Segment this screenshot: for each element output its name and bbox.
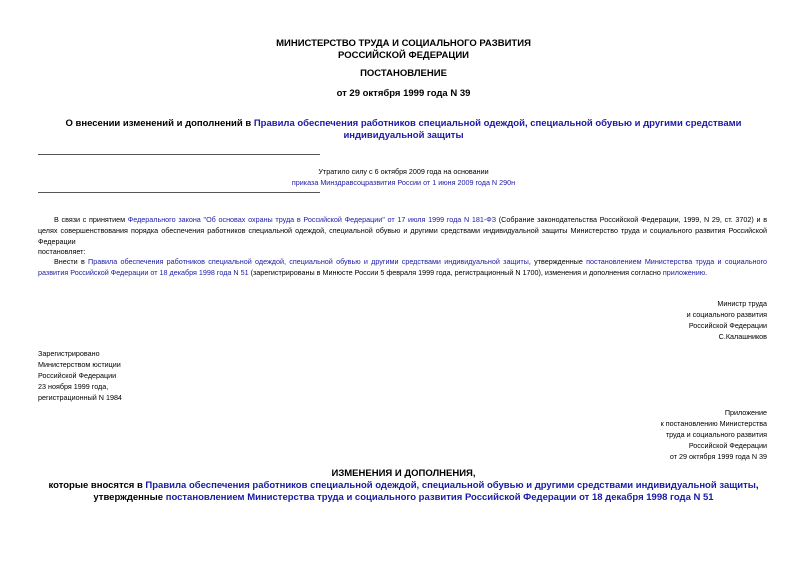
p1-text-b: (Собрание законодательства Российской Федерации, 1999, N 29, ст. 3702) и в целях совершенствования порядка обеспечения работников специальной одеждой, специальной обувью и другими средствами индивидуальной защиты Министерство труда и социального развития Российской Федерации xyxy=(38,215,768,246)
p2-text-d: . xyxy=(705,268,708,277)
appendix-line-2: к постановлению Министерства xyxy=(660,419,767,428)
registration-line-1: Зарегистрировано xyxy=(38,349,100,358)
registration-line-2: Министерством юстиции xyxy=(38,360,121,369)
signature-line-1: Министр труда xyxy=(717,299,767,308)
signature-line-3: Российской Федерации xyxy=(688,321,767,330)
resolution-link[interactable]: постановлением Министерства труда и социального развития Российской Федерации от 18 декабря 1998 года N 51 xyxy=(38,257,767,277)
p1-text-a: В связи с принятием xyxy=(54,215,128,224)
doc-title xyxy=(40,118,767,142)
paragraph-2 xyxy=(38,256,767,278)
title-prefix: О внесении изменений и дополнений в xyxy=(65,118,254,129)
signature-line-4: С.Калашников xyxy=(718,332,767,341)
ministry-line-2: РОССИЙСКОЙ ФЕДЕРАЦИИ xyxy=(337,50,469,61)
appendix-line-5: от 29 октября 1999 года N 39 xyxy=(669,452,767,461)
notice-top-rule xyxy=(38,154,320,155)
p2-text-b: , утвержденные xyxy=(528,257,587,266)
appendix-block xyxy=(500,407,767,462)
ministry-name xyxy=(0,38,807,62)
changes-resolution-link[interactable]: постановлением Министерства труда и социального развития Российской Федерации от 18 декабря 1998 года N 51 xyxy=(165,492,714,503)
appendix-line-3: труда и социального развития xyxy=(665,430,767,439)
paragraph-1 xyxy=(38,214,767,247)
appendix-link[interactable]: приложению xyxy=(662,268,706,277)
appendix-line-4: Российской Федерации xyxy=(688,441,767,450)
p2-text-c: (зарегистрированы в Минюсте России 5 февраля 1999 года, регистрационный N 1700), изменения и дополнения согласно xyxy=(248,268,663,277)
federal-law-link[interactable]: Федерального закона "Об основах охраны труда в Российской Федерации" от 17 июля 1999 года N 181-ФЗ xyxy=(127,215,497,224)
title-rules-link[interactable]: Правила обеспечения работников специальной одеждой, специальной обувью и другими средствами индивидуальной защиты xyxy=(253,118,742,141)
repeal-order-link[interactable]: приказа Минздравсоцразвития России от 1 июня 2009 года N 290н xyxy=(291,178,516,187)
changes-heading: ИЗМЕНЕНИЯ И ДОПОЛНЕНИЯ, xyxy=(331,468,476,479)
rules-link[interactable]: Правила обеспечения работников специальной одеждой, специальной обувью и другими средствами индивидуальной защиты xyxy=(88,257,529,266)
signature-block xyxy=(500,298,767,342)
registration-line-3: Российской Федерации xyxy=(38,371,117,380)
notice-bottom-rule xyxy=(38,192,320,193)
registration-line-4: 23 ноября 1999 года, xyxy=(38,382,109,391)
changes-rules-link[interactable]: Правила обеспечения работников специальной одеждой, специальной обувью и другими средствами индивидуальной защиты xyxy=(145,480,756,491)
signature-line-2: и социального развития xyxy=(686,310,767,319)
registration-block xyxy=(38,348,338,403)
ministry-line-1: МИНИСТЕРСТВО ТРУДА И СОЦИАЛЬНОГО РАЗВИТИЯ xyxy=(276,38,531,49)
registration-line-5: регистрационный N 1984 xyxy=(38,393,122,402)
notice-line-1: Утратило силу с 6 октября 2009 года на основании xyxy=(318,167,489,176)
p2-text-a: Внести в xyxy=(54,257,89,266)
doc-type: ПОСТАНОВЛЕНИЕ xyxy=(360,68,447,79)
decree-word: постановляет: xyxy=(38,247,86,256)
doc-date-number: от 29 октября 1999 года N 39 xyxy=(336,88,471,99)
changes-text-a: которые вносятся в xyxy=(48,480,146,491)
changes-text-b: , утвержденные xyxy=(93,480,759,503)
appendix-line-1: Приложение xyxy=(724,408,767,417)
notice-text xyxy=(0,166,807,188)
changes-subheading xyxy=(30,480,777,504)
